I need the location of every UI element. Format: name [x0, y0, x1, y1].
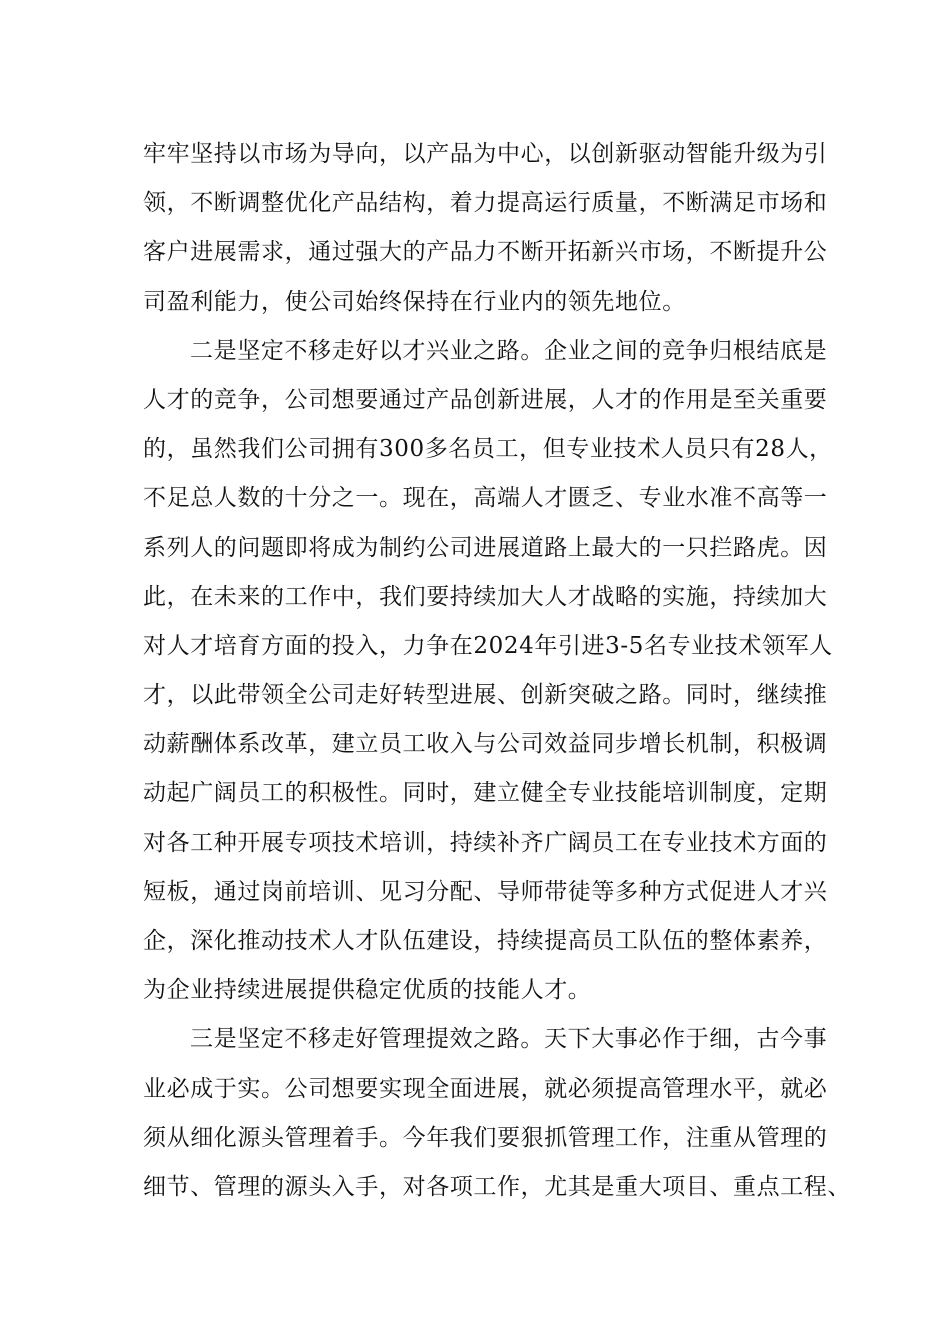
text-line: 牢牢坚持以市场为导向，以产品为中心，以创新驱动智能升级为引 [143, 141, 828, 167]
text-line: 不足总人数的十分之一。现在，高端人才匮乏、专业水准不高等一 [143, 485, 828, 512]
text-line: 企，深化推动技术人才队伍建设，持续提高员工队伍的整体素养， [143, 928, 828, 954]
paragraph-start-line: 三是坚定不移走好管理提效之路。天下大事必作于细，古今事 [190, 1026, 828, 1053]
text-line: 业必成于实。公司想要实现全面进展，就必须提高管理水平，就必 [143, 1075, 828, 1102]
text-line: 动起广阔员工的积极性。同时，建立健全专业技能培训制度，定期 [143, 780, 828, 807]
text-line: 系列人的问题即将成为制约公司进展道路上最大的一只拦路虎。因 [143, 534, 828, 561]
text-line: 细节、管理的源头入手，对各项工作，尤其是重大项目、重点工程、 [143, 1173, 851, 1200]
text-line: 动薪酬体系改革，建立员工收入与公司效益同步增长机制，积极调 [143, 731, 828, 758]
text-line: 客户进展需求，通过强大的产品力不断开拓新兴市场，不断提升公 [143, 239, 828, 266]
text-line: 对各工种开展专项技术培训，持续补齐广阔员工在专业技术方面的 [143, 829, 828, 856]
text-line: 为企业持续进展提供稳定优质的技能人才。 [143, 977, 592, 1004]
text-line: 短板，通过岗前培训、见习分配、导师带徒等多种方式促进人才兴 [143, 878, 828, 905]
text-line: 此，在未来的工作中，我们要持续加大人才战略的实施，持续加大 [143, 583, 828, 610]
text-line: 才，以此带领全公司走好转型进展、创新突破之路。同时，继续推 [143, 682, 828, 709]
text-line: 对人才培育方面的投入，力争在2024年引进3-5名专业技术领军人 [143, 632, 833, 659]
text-line: 司盈利能力，使公司始终保持在行业内的领先地位。 [143, 288, 686, 315]
text-line: 人才的竞争，公司想要通过产品创新进展，人才的作用是至关重要 [143, 386, 828, 413]
body-text [143, 130, 851, 1212]
text-line: 须从细化源头管理着手。今年我们要狠抓管理工作，注重从管理的 [143, 1124, 828, 1151]
text-line: 的，虽然我们公司拥有300多名员工，但专业技术人员只有28人， [143, 436, 833, 463]
paragraph-start-line: 二是坚定不移走好以才兴业之路。企业之间的竞争归根结底是 [190, 337, 828, 364]
text-line: 领，不断调整优化产品结构，着力提高运行质量，不断满足市场和 [143, 190, 828, 217]
